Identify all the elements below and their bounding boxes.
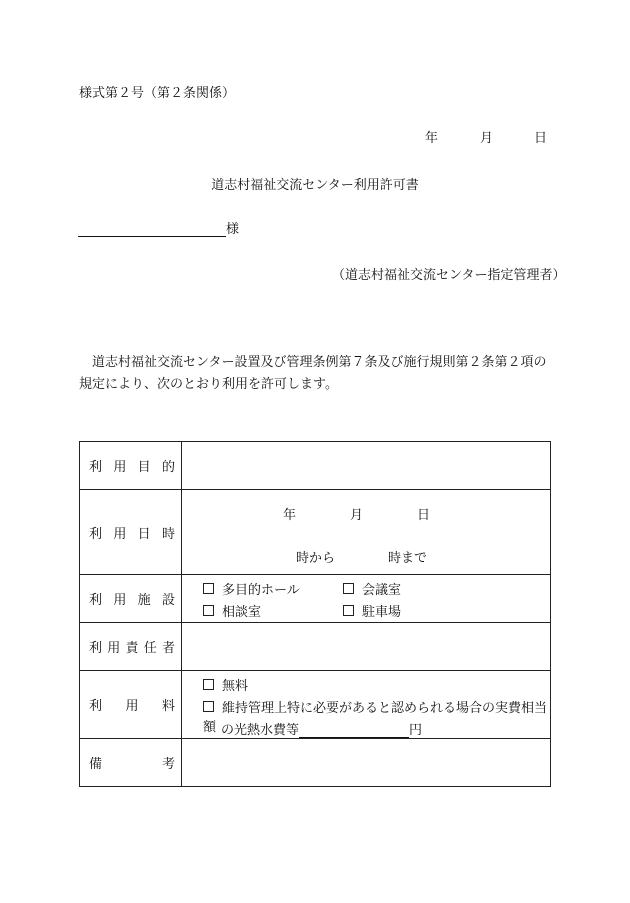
date-month: 月: [480, 131, 494, 146]
facility-option-meeting-room[interactable]: 会議室: [343, 579, 401, 598]
fee-option-actual-cost[interactable]: 維持管理上特に必要があると認められる場合の実費相当額: [203, 701, 548, 735]
checkbox-icon: [343, 583, 354, 594]
facility-option-consultation-room[interactable]: 相談室: [203, 601, 261, 620]
permit-table: [79, 441, 551, 787]
datetime-field[interactable]: [182, 490, 551, 575]
label-purpose: 利 用 目 的: [80, 442, 182, 490]
table-row-purpose: [80, 442, 551, 490]
recipient-line: [78, 218, 239, 237]
label-fee: 利 用 料: [80, 671, 182, 739]
datetime-from: 時から: [296, 551, 336, 566]
body-paragraph: 道志村福祉交流センター設置及び管理条例第７条及び施行規則第２条第２項の規定により、次のとおり利用を許可します。: [79, 355, 547, 392]
table-row-notes: [80, 739, 551, 787]
table-row-datetime: [80, 490, 551, 575]
date-day: 日: [534, 131, 548, 146]
datetime-year: 年: [283, 508, 297, 523]
notes-field[interactable]: [182, 739, 551, 787]
checkbox-icon: [203, 605, 214, 616]
label-notes: 備 考: [80, 739, 182, 787]
table-row-fee: [80, 671, 551, 739]
recipient-suffix: 様: [226, 222, 240, 237]
datetime-day: 日: [417, 508, 431, 523]
label-datetime: 利 用 日 時: [80, 490, 182, 575]
checkbox-icon: [203, 583, 214, 594]
table-row-facility: [80, 575, 551, 623]
form-number: 様式第２号（第２条関係）: [79, 86, 236, 101]
label-responsible: 利 用 責 任 者: [80, 623, 182, 671]
issuer: （道志村福祉交流センター指定管理者）: [332, 268, 566, 283]
label-facility: 利 用 施 設: [80, 575, 182, 623]
recipient-blank[interactable]: [78, 221, 226, 237]
document-title: 道志村福祉交流センター利用許可書: [211, 178, 419, 193]
responsible-field[interactable]: [182, 623, 551, 671]
fee-field: [182, 671, 551, 739]
purpose-field[interactable]: [182, 442, 551, 490]
datetime-until: 時まで: [388, 551, 428, 566]
checkbox-icon: [343, 605, 354, 616]
facility-option-hall[interactable]: 多目的ホール: [203, 579, 300, 598]
fee-utility-line: の光熱水費等 円: [221, 723, 423, 738]
fee-amount-blank[interactable]: [299, 723, 409, 738]
facility-field: [182, 575, 551, 623]
facility-option-parking[interactable]: 駐車場: [343, 601, 401, 620]
datetime-month: 月: [350, 508, 364, 523]
fee-option-free[interactable]: 無料: [203, 675, 248, 694]
checkbox-icon: [203, 701, 214, 712]
checkbox-icon: [203, 679, 214, 690]
table-row-responsible: [80, 623, 551, 671]
date-year: 年: [425, 131, 439, 146]
